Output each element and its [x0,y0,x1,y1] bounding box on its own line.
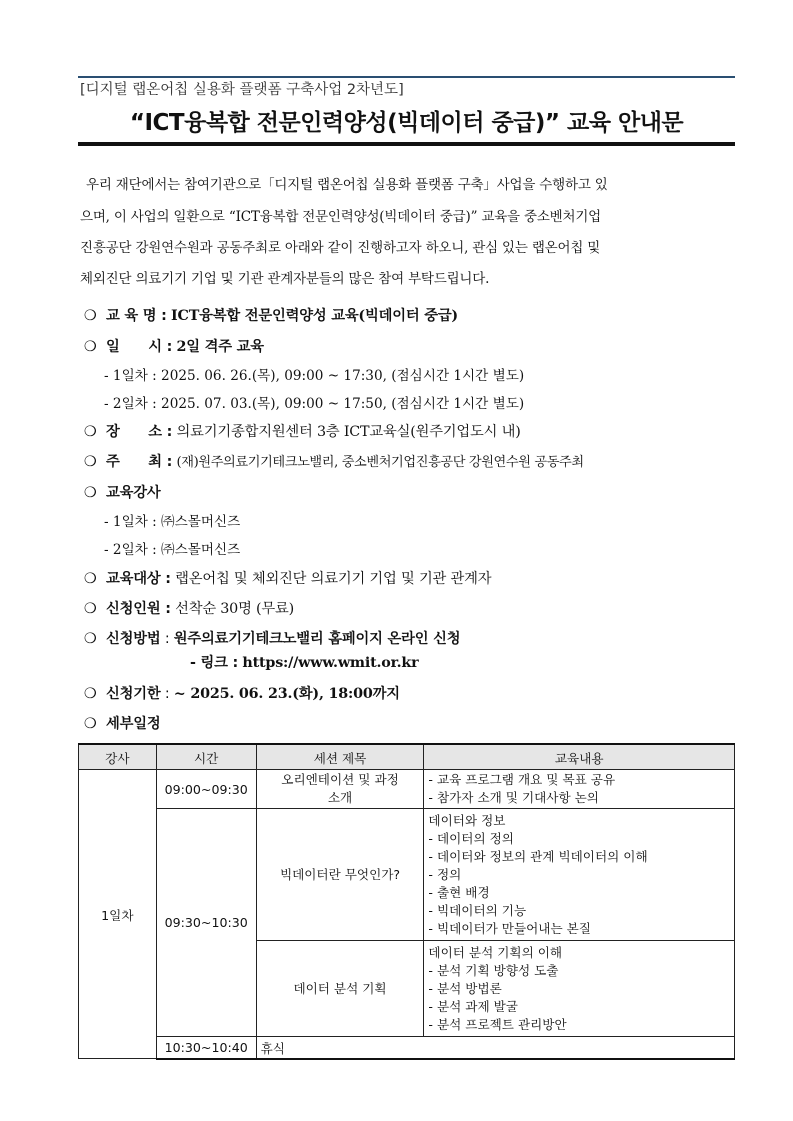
table-header-row [79,744,735,770]
instructor-day2: - 2일차 : ㈜스몰머신즈 [104,542,241,558]
host-value: (재)원주의료기기테크노밸리, 중소벤처기업진흥공단 강원연수원 공동주최 [176,455,584,470]
row-title [256,770,424,809]
header-content: 교육내용 [424,744,735,770]
row-content [424,809,735,941]
course-label: 교 육 명 : [106,308,167,324]
project-subtitle: [디지털 랩온어칩 실용화 플랫폼 구축사업 2차년도] [80,82,404,98]
item-host [84,451,584,471]
bullet-icon: ❍ [84,454,97,470]
bullet-icon: ❍ [84,601,97,617]
title-line: 오리엔테이션 및 과정 [281,772,399,787]
bullet-icon: ❍ [84,339,97,355]
intro-line-4: 체외진단 의료기기 기업 및 기관 관계자분들의 많은 참여 부탁드립니다. [80,271,490,287]
item-deadline [84,683,400,703]
content-line: - 출현 배경 [428,884,490,900]
content-line: - 분석 기획 방향성 도출 [428,962,559,978]
header-time: 시간 [156,744,256,770]
deadline-value: ~ 2025. 06. 23.(화), 18:00까지 [173,686,400,702]
table-row [79,1037,735,1059]
content-line: - 데이터와 정보의 관계 빅데이터의 이해 [428,848,648,864]
schedule-value: 2일 격주 교육 [176,339,264,355]
row-title [256,809,424,941]
intro-line-2: 으며, 이 사업의 일환으로 “ICT융복합 전문인력양성(빅데이터 중급)” 교육을 중소벤처기업 [80,209,602,225]
schedule-label: 일 시 : [106,339,173,355]
content-line: - 빅데이터의 기능 [428,902,527,918]
day-label: 1일차 [79,770,157,1059]
deadline-label: 신청기한 [106,686,161,702]
item-target [84,568,491,588]
header-instructor: 강사 [79,744,157,770]
content-line: - 분석 프로젝트 관리방안 [428,1016,567,1032]
schedule-table [78,743,735,1060]
content-line: 데이터와 정보 [428,812,506,828]
row-content [424,941,735,1037]
method-label: 신청방법 [106,631,161,647]
venue-label: 장 소 : [106,424,173,440]
row-time: 09:30~10:30 [156,809,256,1037]
content-line: - 데이터의 정의 [428,830,514,846]
content-line: - 분석 과제 발굴 [428,998,518,1014]
target-value: 랩온어칩 및 체외진단 의료기기 기업 및 기관 관계자 [175,571,492,587]
content-line: - 빅데이터가 만들어내는 본질 [428,920,591,936]
host-label: 주 최 : [106,454,173,470]
bullet-icon: ❍ [84,716,97,732]
row-time: 10:30~10:40 [156,1037,256,1059]
capacity-label: 신청인원 : [106,601,171,617]
page-title: “ICT융복합 전문인력양성(빅데이터 중급)” 교육 안내문 [129,110,684,136]
intro-line-1: 우리 재단에서는 참여기관으로「디지털 랩온어칩 실용화 플랫폼 구축」사업을 수행하고 있 [86,177,608,193]
course-value: ICT융복합 전문인력양성 교육(빅데이터 중급) [171,308,458,324]
content-line: - 분석 방법론 [428,980,502,996]
content-line: 데이터 분석 기획의 이해 [428,944,563,960]
schedule-day1: - 1일차 : 2025. 06. 26.(목), 09:00 ~ 17:30, (점심시간 1시간 별도) [104,368,525,384]
method-sep: : [164,631,170,647]
header-session-title: 세션 제목 [256,744,424,770]
bullet-icon: ❍ [84,424,97,440]
venue-value: 의료기기종합지원센터 3층 ICT교육실(원주기업도시 내) [176,424,521,440]
schedule-day2: - 2일차 : 2025. 07. 03.(목), 09:00 ~ 17:50, (점심시간 1시간 별도) [104,396,525,412]
item-course [84,305,458,325]
content-line: - 정의 [428,866,462,882]
instructor-day1: - 1일차 : ㈜스몰머신즈 [104,514,241,530]
bullet-icon: ❍ [84,631,97,647]
table-row [79,809,735,941]
item-instructor [84,482,160,502]
details-label: 세부일정 [106,716,161,732]
item-method [84,628,460,648]
header-bottom-rule [78,142,735,146]
item-capacity [84,598,294,618]
item-venue [84,421,521,441]
method-link-line [190,652,418,672]
bullet-icon: ❍ [84,485,97,501]
bullet-icon: ❍ [84,686,97,702]
link-label: - 링크 : [190,655,239,671]
item-details [84,713,160,733]
instructor-label: 교육강사 [106,485,161,501]
method-value: 원주의료기기테크노밸리 홈페이지 온라인 신청 [173,631,461,647]
content-line: - 교육 프로그램 개요 및 목표 공유 [428,772,616,787]
row-time: 09:00~09:30 [156,770,256,809]
title-line: 빅데이터란 무엇인가? [279,866,401,882]
table-row [79,770,735,809]
homepage-link[interactable]: https://www.wmit.or.kr [242,655,419,671]
item-schedule [84,336,264,356]
bullet-icon: ❍ [84,571,97,587]
row-content [424,770,735,809]
bullet-icon: ❍ [84,308,97,324]
target-label: 교육대상 : [106,571,171,587]
content-line: - 참가자 소개 및 기대사항 논의 [428,790,599,805]
title-line: 데이터 분석 기획 [293,980,387,996]
row-title [256,941,424,1037]
deadline-sep: : [164,686,170,702]
intro-line-3: 진흥공단 강원연수원과 공동주최로 아래와 같이 진행하고자 하오니, 관심 있는 랩온어칩 및 [80,240,601,256]
title-line: 소개 [327,790,353,805]
capacity-value: 선착순 30명 (무료) [175,601,295,617]
row-title: 휴식 [256,1037,734,1059]
